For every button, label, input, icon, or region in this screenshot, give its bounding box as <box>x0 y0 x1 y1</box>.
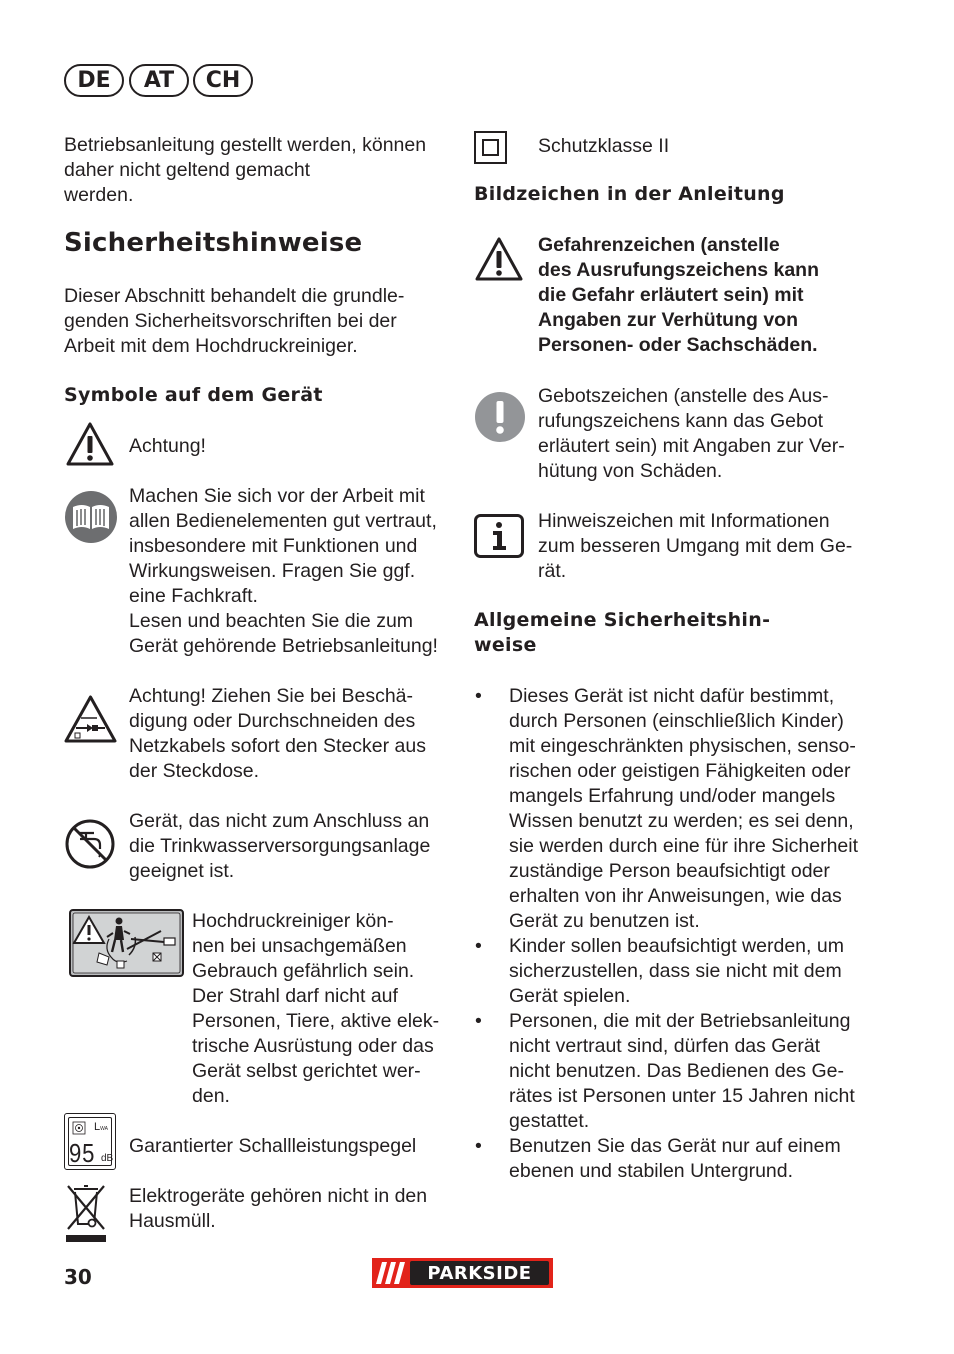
protection-class-text: Schutzklasse II <box>538 135 670 157</box>
symbol-text-unplug: Achtung! Ziehen Sie bei Beschä- digung oder Durchschneiden des Netzkabels sofort den Stecker aus der Steckdose. <box>129 685 426 782</box>
info-sign-icon <box>474 514 524 558</box>
list-item: • Kinder sollen beaufsichtigt werden, um sicherzustellen, dass sie nicht mit dem Gerät spielen. <box>474 934 864 1009</box>
symbol-text-sound: Garantierter Schallleistungspegel <box>129 1135 417 1157</box>
danger-sign-icon <box>474 236 524 282</box>
crossed-bin-icon <box>64 1183 108 1245</box>
symbol-text-achtung: Achtung! <box>129 435 206 457</box>
general-safety-heading: Allgemeine Sicherheitshin- weise <box>474 609 771 656</box>
intro-paragraph: Betriebsanleitung gestellt werden, können daher nicht geltend gemacht werden. <box>64 134 427 206</box>
symbol-text-bin: Elektrogeräte gehören nicht in den Hausmüll. <box>129 1185 428 1232</box>
info-sign-text: Hinweiszeichen mit Informationen zum besseren Umgang mit dem Ge- rät. <box>538 510 853 582</box>
manual-book-icon <box>64 490 118 544</box>
warning-triangle-icon <box>65 421 115 467</box>
symbols-heading: Symbole auf dem Gerät <box>64 384 323 406</box>
mandatory-sign-icon <box>474 391 526 443</box>
country-code-ch: CH <box>193 64 253 97</box>
symbol-text-drinking-water: Gerät, das nicht zum Anschluss an die Trinkwasserversorgungsanlage geeignet ist. <box>129 810 431 882</box>
sound-level-unit: dB <box>101 1153 114 1164</box>
logo-slashes-icon <box>376 1262 410 1284</box>
sound-power-icon <box>64 1113 116 1170</box>
brand-logo <box>372 1258 553 1288</box>
list-item: • Personen, die mit der Betriebsanleitung nicht vertraut sind, dürfen das Gerät nicht benutzen. Das Bedienen des Ge- rätes ist Personen unter 15 Jahren nicht gestattet. <box>474 1009 864 1134</box>
protection-class-ii-icon <box>474 131 507 164</box>
country-code-de: DE <box>64 64 124 97</box>
list-item: • Dieses Gerät ist nicht dafür bestimmt, durch Personen (einschließlich Kinder) mit eingeschränkten physischen, senso- rischen oder geistigen Fähigkeiten oder mangels Erfahrung und/oder mangels Wissen benutzt zu werden; es sei denn, sie werden durch eine für ihre Sicherheit zuständige Person beaufsichtigt oder erhalten von ihr Anweisungen, wie das Gerät zu benutzen ist. <box>474 684 864 934</box>
section-title: Sicherheitshinweise <box>64 228 363 258</box>
page-number: 30 <box>64 1265 92 1289</box>
section-intro: Dieser Abschnitt behandelt die grundle- genden Sicherheitsvorschriften bei der Arbeit mit dem Hochdruckreiniger. <box>64 285 405 357</box>
safety-bullet-list <box>474 684 864 1184</box>
jet-danger-label-icon <box>69 909 184 977</box>
symbol-text-manual: Machen Sie sich vor der Arbeit mit allen Bedienelementen gut vertraut, insbesondere mit Funktionen und Wirkungsweisen. Fragen Sie ggf. eine Fachkraft. Lesen und beachten Sie die zum Gerät gehörende Betriebsanleitung! <box>129 485 438 657</box>
manual-symbols-heading: Bildzeichen in der Anleitung <box>474 183 785 205</box>
mandatory-sign-text: Gebotszeichen (anstelle des Aus- rufungszeichens kann das Gebot erläutert sein) mit Angaben zur Ver- hütung von Schäden. <box>538 385 845 482</box>
country-code-at: AT <box>129 64 189 97</box>
brand-name: PARKSIDE <box>427 1262 532 1284</box>
symbol-text-jet: Hochdruckreiniger kön- nen bei unsachgemäßen Gebrauch gefährlich sein. Der Strahl darf nicht auf Personen, Tiere, aktive elek- trische Ausrüstung oder das Gerät selbst gerichtet wer- den. <box>192 910 440 1107</box>
list-item: • Benutzen Sie das Gerät nur auf einem ebenen und stabilen Untergrund. <box>474 1134 864 1184</box>
sound-level-value: 95 <box>69 1138 96 1168</box>
speaker-icon <box>72 1121 86 1135</box>
lwa-label: LWA <box>94 1121 108 1133</box>
danger-sign-text: Gefahrenzeichen (anstelle des Ausrufungszeichens kann die Gefahr erläutert sein) mit Angaben zur Verhütung von Personen- oder Sachschäden. <box>538 234 820 356</box>
no-drinking-water-icon <box>64 818 116 870</box>
unplug-warning-icon <box>63 694 118 744</box>
